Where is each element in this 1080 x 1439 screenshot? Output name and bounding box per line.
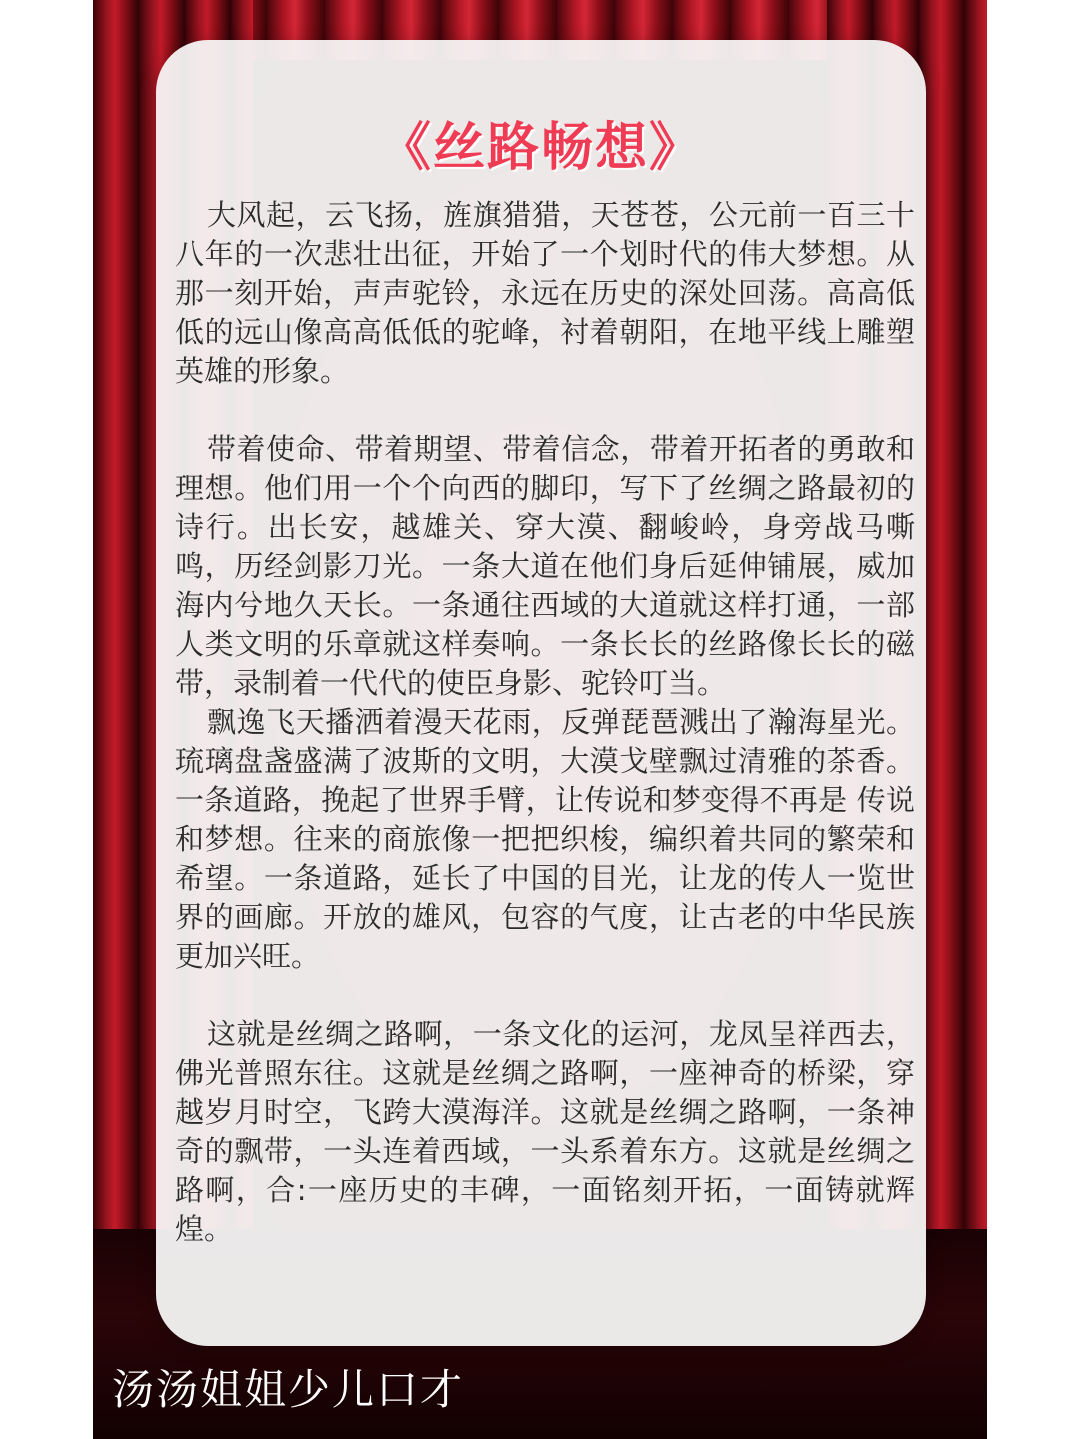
brand-watermark: 汤汤姐姐少儿口才 [112,1365,465,1414]
paragraph-1: 大风起，云飞扬，旌旗猎猎，天苍苍，公元前一百三十八年的一次悲壮出征，开始了一个划时代的伟大梦想。从那一刻开始，声声驼铃，永远在历史的深处回荡。高高低低的远山像高高低低的驼峰，衬着朝阳，在地平线上雕塑英雄的形象。 [175,198,915,388]
paragraph-gap [175,976,915,1015]
paragraph-gap [175,391,915,430]
paragraph-4: 这就是丝绸之路啊，一条文化的运河，龙凤呈祥西去，佛光普照东往。这就是丝绸之路啊，一座神奇的桥梁，穿越岁月时空，飞跨大漠海洋。这就是丝绸之路啊，一条神奇的飘带，一头连着西域，一头系着东方。这就是丝绸之路啊，合:一座历史的丰碑，一面铭刻开拓，一面铸就辉煌。 [175,1017,915,1246]
article-body [175,196,915,1249]
paragraph-3: 飘逸飞天播洒着漫天花雨，反弹琵琶溅出了瀚海星光。琉璃盘盏盛满了波斯的文明，大漠戈壁飘过清雅的茶香。一条道路，挽起了世界手臂，让传说和梦变得不再是 传说和梦想。往来的商旅像一把把织梭，编织着共同的繁荣和希望。一条道路，延长了中国的目光，让龙的传人一览世界的画廊。开放的雄风，包容的气度，让古老的中华民族更加兴旺。 [175,705,915,973]
paragraph-2: 带着使命、带着期望、带着信念，带着开拓者的勇敢和理想。他们用一个个向西的脚印，写下了丝绸之路最初的诗行。出长安，越雄关、穿大漠、翻峻岭，身旁战马嘶鸣，历经剑影刀光。一条大道在他们身后延伸铺展，威加海内兮地久天长。一条通往西域的大道就这样打通，一部人类文明的乐章就这样奏响。一条长长的丝路像长长的磁带，录制着一代代的使臣身影、驼铃叮当。 [175,432,915,700]
page-title: 《丝路畅想》 [378,117,703,178]
